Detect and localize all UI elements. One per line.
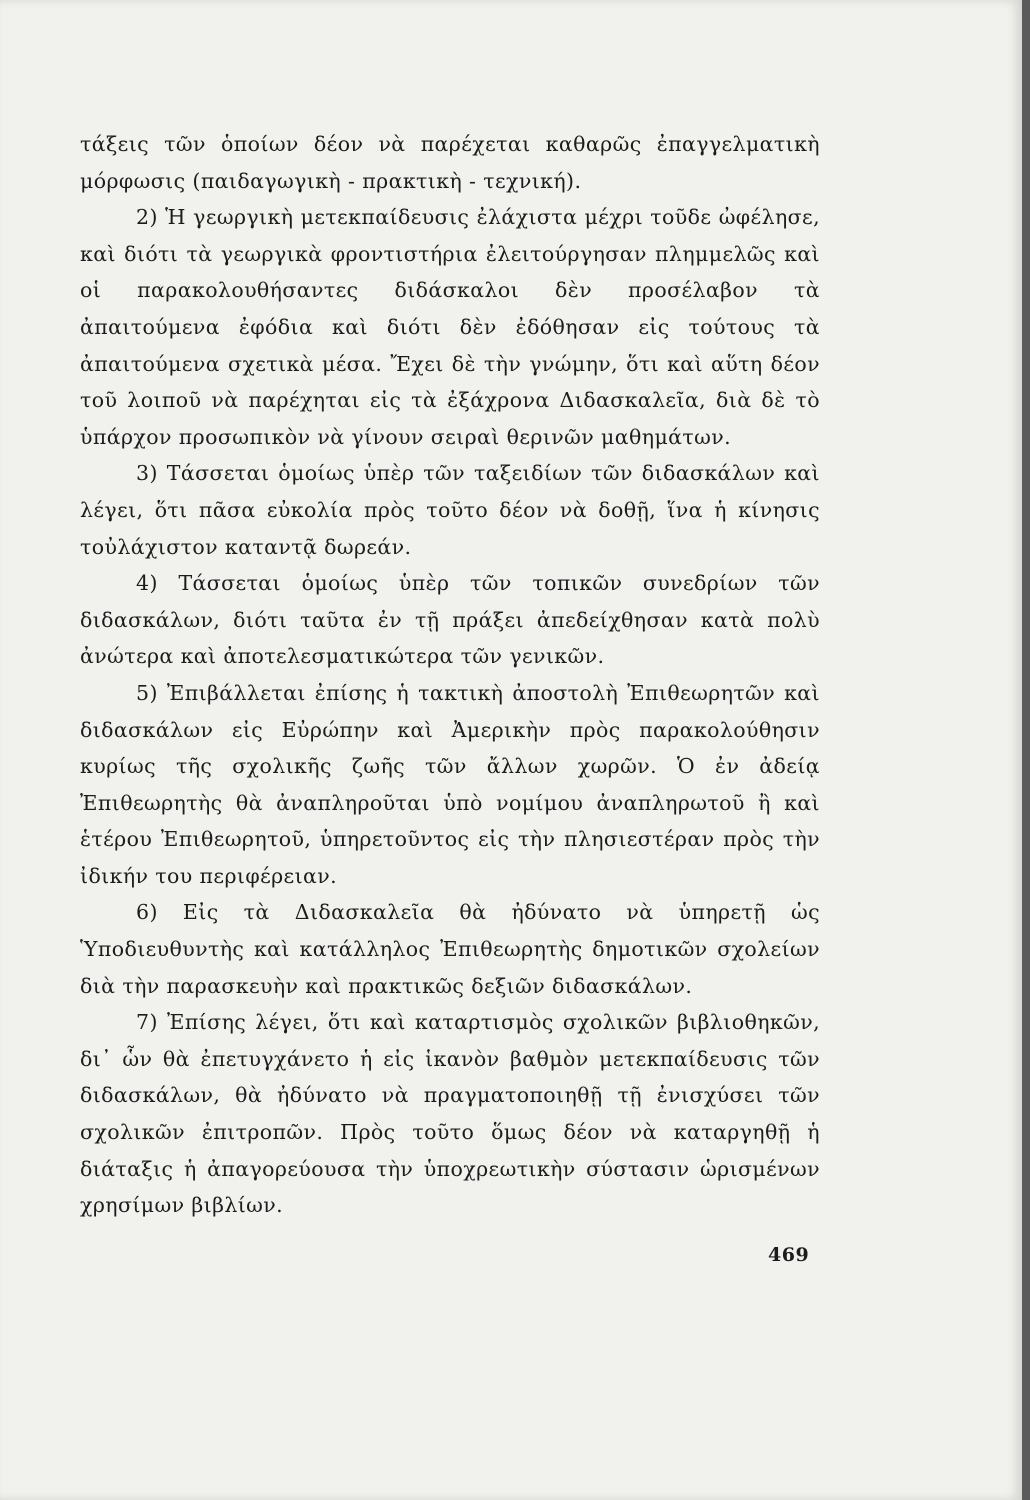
paragraph-continuation: τάξεις τῶν ὁποίων δέον νὰ παρέχεται καθαρῶς ἐπαγγελματικὴ μόρφωσις (παιδαγωγικὴ - πρακτικὴ - τεχνική). <box>80 132 820 193</box>
paragraph-2: 2) Ἡ γεωργικὴ μετεκπαίδευσις ἐλάχιστα μέχρι τοῦδε ὠφέλησε, καὶ διότι τὰ γεωργικὰ φροντιστήρια ἐλειτούργησαν πλημμελῶς καὶ οἱ παρακολουθήσαντες διδάσκαλοι δὲν προσέλαβον τὰ ἀπαιτούμενα ἐφόδια καὶ διότι δὲν ἐδόθησαν εἰς τούτους τὰ ἀπαιτούμενα σχετικὰ μέσα. Ἔχει δὲ τὴν γνώμην, ὅτι καὶ αὕτη δέον τοῦ λοιποῦ νὰ παρέχηται εἰς τὰ ἐξάχρονα Διδασκαλεῖα, διὰ δὲ τὸ ὑπάρχον προσωπικὸν νὰ γίνουν σειραὶ θερινῶν μαθημάτων. <box>80 205 820 449</box>
body-text <box>80 126 820 1224</box>
paragraph-7: 7) Ἐπίσης λέγει, ὅτι καὶ καταρτισμὸς σχολικῶν βιβλιοθηκῶν, δι᾿ ὧν θὰ ἐπετυγχάνετο ἡ εἰς ἱκανὸν βαθμὸν μετεκπαίδευσις τῶν διδασκάλων, θὰ ἠδύνατο νὰ πραγματοποιηθῇ τῇ ἐνισχύσει τῶν σχολικῶν ἐπιτροπῶν. Πρὸς τοῦτο ὅμως δέον νὰ καταργηθῇ ἡ διάταξις ἡ ἀπαγορεύουσα τὴν ὑποχρεωτικὴν σύστασιν ὡρισμένων χρησίμων βιβλίων. <box>80 1010 820 1218</box>
page-number: 469 <box>768 1244 810 1266</box>
paragraph-4: 4) Τάσσεται ὁμοίως ὑπὲρ τῶν τοπικῶν συνεδρίων τῶν διδασκάλων, διότι ταῦτα ἐν τῇ πράξει ἀπεδείχθησαν κατὰ πολὺ ἀνώτερα καὶ ἀποτελεσματικώτερα τῶν γενικῶν. <box>80 571 820 669</box>
paragraph-6: 6) Εἰς τὰ Διδασκαλεῖα θὰ ἠδύνατο νὰ ὑπηρετῇ ὡς Ὑποδιευθυντὴς καὶ κατάλληλος Ἐπιθεωρητὴς δημοτικῶν σχολείων διὰ τὴν παρασκευὴν καὶ πρακτικῶς δεξιῶν διδασκάλων. <box>80 900 820 998</box>
paragraph-5: 5) Ἐπιβάλλεται ἐπίσης ἡ τακτικὴ ἀποστολὴ Ἐπιθεωρητῶν καὶ διδασκάλων εἰς Εὐρώπην καὶ Ἀμερικὴν πρὸς παρακολούθησιν κυρίως τῆς σχολικῆς ζωῆς τῶν ἄλλων χωρῶν. Ὁ ἐν ἀδείᾳ Ἐπιθεωρητὴς θὰ ἀναπληροῦται ὑπὸ νομίμου ἀναπληρωτοῦ ἢ καὶ ἑτέρου Ἐπιθεωρητοῦ, ὑπηρετοῦντος εἰς τὴν πλησιεστέραν πρὸς τὴν ἰδικήν του περιφέρειαν. <box>80 680 820 888</box>
paragraph-3: 3) Τάσσεται ὁμοίως ὑπὲρ τῶν ταξειδίων τῶν διδασκάλων καὶ λέγει, ὅτι πᾶσα εὐκολία πρὸς τοῦτο δέον νὰ δοθῇ, ἵνα ἡ κίνησις τοὐλάχιστον καταντᾷ δωρεάν. <box>80 461 820 559</box>
